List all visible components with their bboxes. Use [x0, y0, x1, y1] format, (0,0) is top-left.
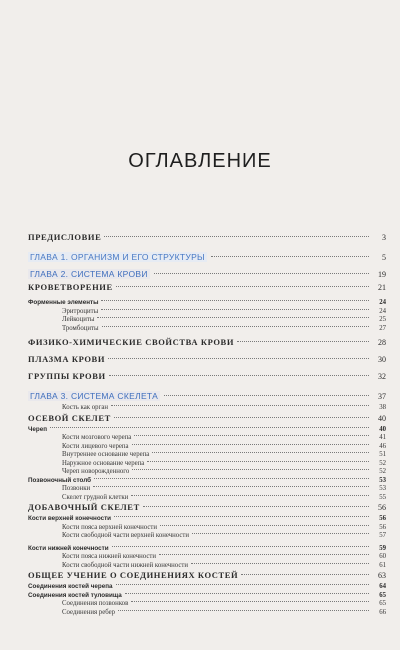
toc-entry-item — [28, 434, 386, 443]
toc-entry-label: Кости лицевого черепа — [62, 442, 129, 450]
dot-leader — [111, 405, 369, 406]
toc-entry-item — [28, 451, 386, 460]
toc-entry-item — [28, 443, 386, 452]
toc-entry-item — [28, 553, 386, 562]
dot-leader — [116, 286, 369, 287]
toc-entry-label: Кости пояса нижней конечности — [62, 553, 156, 560]
dot-leader — [131, 495, 369, 496]
toc-page-number: 52 — [379, 468, 386, 475]
toc-page-number: 61 — [379, 561, 386, 569]
toc-entry-label: Соединения костей туловища — [28, 591, 122, 599]
toc-chapter-2 — [28, 269, 386, 282]
page-title: ОГЛАВЛЕНИЕ — [128, 150, 272, 172]
toc-page-number: 5 — [382, 253, 386, 262]
toc-page-number: 60 — [379, 553, 386, 560]
toc-entry-label: ФИЗИКО-ХИМИЧЕСКИЕ СВОЙСТВА КРОВИ — [28, 337, 235, 347]
toc-entry-label: Кости свободной части верхней конечности — [62, 532, 189, 539]
toc-entry-label: КРОВЕТВОРЕНИЕ — [28, 282, 113, 292]
dot-leader — [50, 427, 369, 428]
toc-entry-label: ПРЕДИСЛОВИЕ — [28, 232, 102, 242]
toc-page-number: 38 — [379, 404, 386, 411]
toc-entry-label: Лейкоциты — [62, 316, 95, 323]
toc-entry-label: Соединения костей черепа — [28, 583, 113, 590]
dot-leader — [191, 563, 369, 564]
toc-entry-sub — [28, 515, 386, 524]
dot-leader — [97, 317, 369, 318]
dot-leader — [109, 375, 369, 376]
toc-page-number: 21 — [378, 283, 386, 292]
toc-page-number: 51 — [379, 451, 386, 458]
toc-page-number: 59 — [379, 544, 386, 552]
toc-page-number: 53 — [379, 485, 386, 492]
toc-entry-label: Череп новорожденного — [62, 468, 130, 475]
toc-page-number: 56 — [379, 515, 386, 522]
toc-entry-label: Эритроциты — [62, 307, 99, 315]
toc-page-number: 37 — [378, 392, 386, 401]
toc-entry-label: Позвонки — [62, 485, 91, 492]
toc-entry-label: Кости верхней конечности — [28, 515, 112, 522]
dot-leader — [131, 601, 369, 602]
toc-entry-item — [28, 532, 386, 541]
dot-leader — [116, 584, 369, 585]
toc-entry-item — [28, 494, 386, 503]
toc-page-number: 57 — [379, 532, 386, 539]
toc-entry-label: Наружное основание черепа — [62, 459, 145, 467]
toc-page-number: 19 — [378, 270, 386, 279]
toc-page-number: 53 — [379, 476, 386, 484]
toc-entry-item — [28, 609, 386, 618]
toc-entry-main — [28, 371, 386, 384]
toc-page-number: 24 — [379, 299, 386, 306]
toc-page-number: 40 — [378, 413, 386, 423]
toc-entry-sub — [28, 592, 386, 601]
dot-leader — [134, 435, 369, 436]
toc-entry-item — [28, 562, 386, 571]
dot-leader — [93, 486, 369, 487]
toc-entry-main — [28, 282, 386, 295]
toc-entry-label: Соединения ребер — [62, 608, 115, 616]
toc-entry-main — [28, 354, 386, 367]
toc-page-number: 3 — [382, 233, 386, 242]
dot-leader — [101, 309, 369, 310]
toc-chapter-3 — [28, 391, 386, 404]
toc-entry-main — [28, 413, 386, 426]
toc-page-number: 46 — [379, 442, 386, 450]
toc-page-number: 27 — [379, 324, 386, 332]
toc-page-number: 55 — [379, 493, 386, 501]
toc-entry-sub — [28, 477, 386, 486]
toc-entry-preface — [28, 232, 386, 245]
toc-entry-label: ОСЕВОЙ СКЕЛЕТ — [28, 412, 111, 423]
toc-entry-sub — [28, 545, 386, 554]
dot-leader — [112, 546, 369, 547]
dot-leader — [102, 326, 369, 327]
toc-entry-main — [28, 570, 386, 583]
toc-entry-label: ГЛАВА 3. СИСТЕМА СКЕЛЕТА — [30, 391, 159, 401]
toc-entry-label: Кости пояса верхней конечности — [62, 523, 157, 531]
toc-page-number: 32 — [378, 372, 386, 381]
toc-entry-label: ОБЩЕЕ УЧЕНИЕ О СОЕДИНЕНИЯХ КОСТЕЙ — [28, 570, 239, 580]
dot-leader — [147, 461, 369, 462]
dot-leader — [132, 469, 369, 470]
toc-entry-label: Позвоночный столб — [28, 476, 92, 484]
dot-leader — [143, 506, 369, 507]
toc-entry-sub — [28, 583, 386, 592]
toc-page-number: 63 — [378, 571, 386, 580]
dot-leader — [104, 236, 369, 237]
toc-entry-main — [28, 337, 386, 350]
toc-entry-item — [28, 468, 386, 477]
toc-entry-sub — [28, 426, 386, 435]
toc-entry-label: Кости свободной части нижней конечности — [62, 561, 188, 569]
toc-page-number: 28 — [378, 338, 386, 347]
toc-page-number: 41 — [379, 434, 386, 441]
toc-page-number: 56 — [379, 523, 386, 531]
toc-entry-item — [28, 404, 386, 413]
toc-entry-label: Кости мозгового черепа — [62, 434, 132, 441]
dot-leader — [118, 610, 369, 611]
dot-leader — [152, 452, 369, 453]
toc-page-number: 25 — [379, 316, 386, 323]
toc-entry-label: Соединения позвонков — [62, 600, 129, 607]
toc-entry-item — [28, 600, 386, 609]
toc-entry-sub — [28, 299, 386, 308]
dot-leader — [101, 300, 369, 301]
toc-page-number: 66 — [379, 608, 386, 616]
dot-leader — [154, 273, 369, 274]
toc-entry-item — [28, 316, 386, 325]
toc-entry-item — [28, 308, 386, 317]
toc-entry-label: Форменные элементы — [28, 299, 99, 306]
toc-entry-label: Кости нижней конечности — [28, 544, 109, 552]
toc-entry-main — [28, 502, 386, 515]
toc-page-number: 56 — [378, 503, 386, 512]
toc-entry-item — [28, 325, 386, 334]
dot-leader — [211, 256, 369, 257]
toc-page-number: 24 — [379, 307, 386, 315]
toc-entry-item — [28, 524, 386, 533]
dot-leader — [192, 533, 369, 534]
toc-page-number: 30 — [378, 355, 386, 364]
dot-leader — [237, 341, 369, 342]
toc-entry-label: Череп — [28, 425, 48, 433]
dot-leader — [108, 358, 369, 359]
toc-page-number: 40 — [379, 425, 386, 433]
toc-page-number: 64 — [379, 583, 386, 590]
toc-entry-label: ГЛАВА 2. СИСТЕМА КРОВИ — [30, 269, 148, 279]
dot-leader — [114, 516, 369, 517]
toc-entry-label: Кость как орган — [62, 404, 109, 411]
toc-entry-label: Тромбоциты — [62, 324, 99, 332]
toc-chapter-1 — [28, 252, 386, 265]
toc-page-number: 52 — [379, 459, 386, 467]
toc-entry-label: ДОБАВОЧНЫЙ СКЕЛЕТ — [28, 502, 140, 512]
dot-leader — [125, 593, 369, 594]
toc-page-number: 65 — [379, 600, 386, 607]
toc-entry-label: Скелет грудной клетки — [62, 493, 129, 501]
toc-page-number: 65 — [379, 591, 386, 599]
dot-leader — [132, 444, 369, 445]
dot-leader — [94, 478, 369, 479]
dot-leader — [241, 574, 369, 575]
toc-entry-label: ГРУППЫ КРОВИ — [28, 371, 106, 381]
toc-entry-label: ПЛАЗМА КРОВИ — [28, 354, 106, 364]
toc-entry-label: Внутреннее основание черепа — [62, 451, 150, 458]
dot-leader — [160, 525, 369, 526]
toc-entry-label: ГЛАВА 1. ОРГАНИЗМ И ЕГО СТРУКТУРЫ — [30, 252, 205, 262]
toc-entry-item — [28, 460, 386, 469]
toc-entry-item — [28, 485, 386, 494]
dot-leader — [114, 417, 369, 418]
dot-leader — [164, 395, 369, 396]
dot-leader — [159, 554, 369, 555]
table-of-contents — [28, 232, 386, 617]
